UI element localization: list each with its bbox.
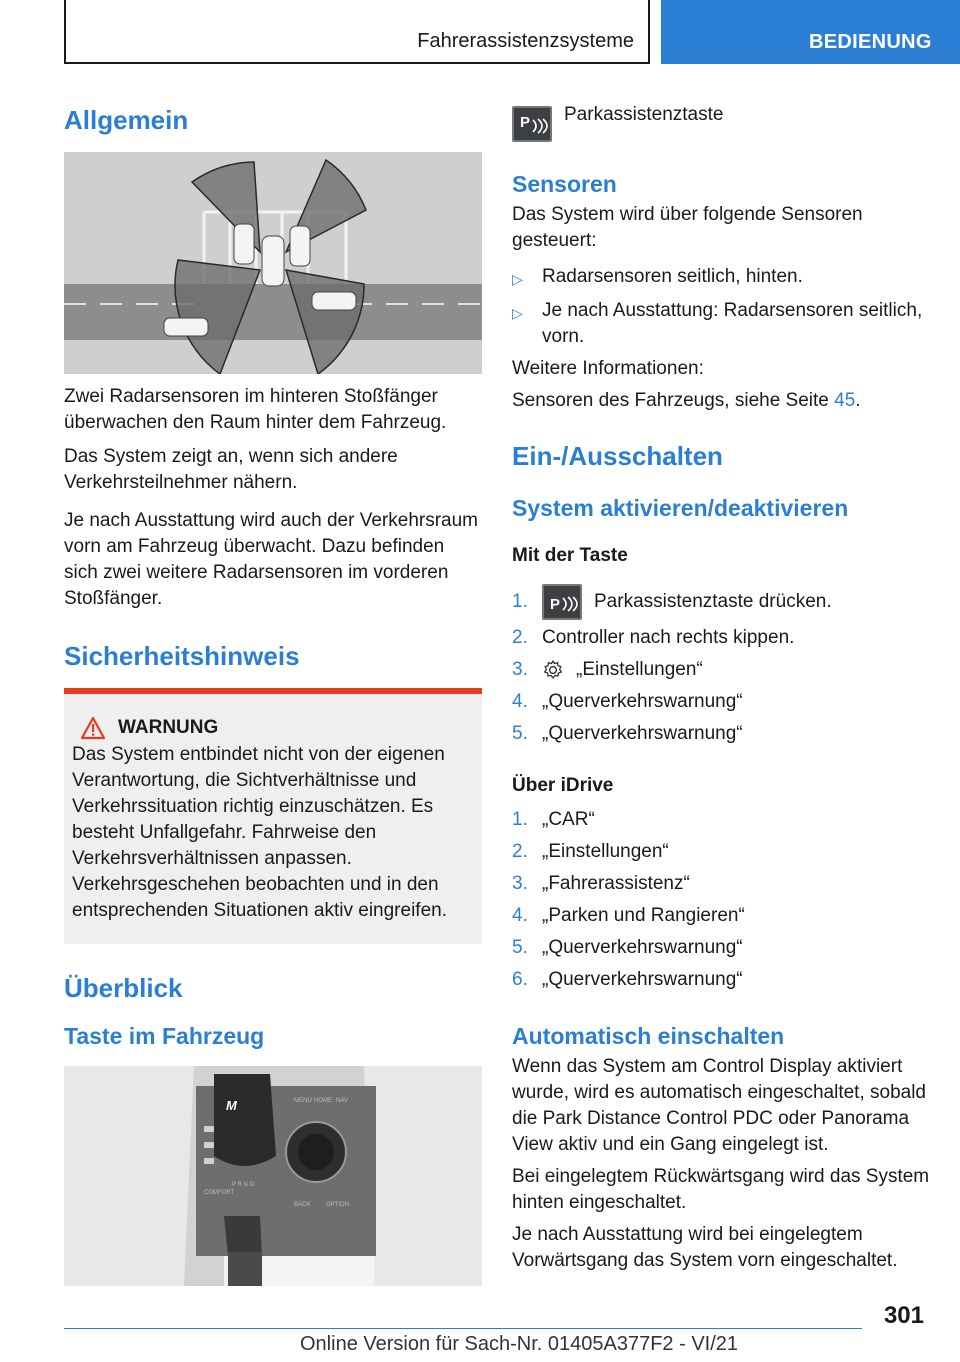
steps-taste-list: [512, 582, 932, 750]
weitere-informationen: Weitere Informationen:: [512, 358, 704, 379]
list-item: 5. „Querverkehrswarnung“: [512, 937, 743, 958]
footer-rule: [64, 1328, 862, 1329]
left-column: [64, 100, 482, 1286]
heading-sensoren: Sensoren: [512, 171, 617, 197]
console-nav-label: NAV: [336, 1098, 348, 1104]
auto-paragraph-1: Wenn das System am Control Display aktiviert wurde, wird es automatisch eingeschaltet, sobald die Park Distance Control PDC oder Panorama View aktiv und ein Gang eingelegt ist.: [512, 1056, 927, 1155]
auto-paragraph-2: Bei eingelegtem Rückwärtsgang wird das System hinten eingeschaltet.: [512, 1166, 930, 1213]
auto-paragraph-3: Je nach Ausstattung wird bei eingelegtem Vorwärtsgang das System vorn eingeschaltet.: [512, 1224, 898, 1271]
warning-header: [80, 716, 474, 740]
header-chapter-title: BEDIENUNG: [809, 31, 932, 53]
console-home-label: HOME: [314, 1098, 332, 1104]
heading-automatisch-einschalten: Automatisch einschalten: [512, 1023, 785, 1049]
steps-idrive-list: [512, 804, 932, 996]
allgemein-paragraph-2: Das System zeigt an, wenn sich andere Verkehrsteilnehmer nähern.: [64, 446, 398, 493]
list-item: ▷ Radarsensoren seitlich, hinten.: [512, 264, 932, 292]
heading-sicherheitshinweis: Sicherheitshinweis: [64, 641, 300, 671]
page-reference-link[interactable]: 45: [834, 390, 856, 411]
console-logo: M: [226, 1098, 237, 1113]
list-item: ▷ Je nach Ausstattung: Radarsensoren seitlich, vorn.: [512, 298, 932, 350]
sensoren-intro: Das System wird über folgende Sensoren gesteuert:: [512, 204, 863, 251]
console-back-label: BACK: [294, 1202, 311, 1208]
gear-settings-icon: [542, 659, 564, 681]
allgemein-paragraph-3: Je nach Ausstattung wird auch der Verkehrsraum vorn am Fahrzeug überwacht. Dazu befinden sich zwei weitere Radarsensoren im vorderen Stoßfänger.: [64, 510, 479, 609]
list-item: 4. „Parken und Rangieren“: [512, 905, 745, 926]
warning-triangle-icon: [80, 716, 106, 740]
radar-coverage-figure: [64, 152, 482, 374]
sensor-list: [512, 264, 932, 350]
heading-ueberblick: Überblick: [64, 973, 183, 1003]
header-section-title: Fahrerassistenzsysteme: [417, 30, 634, 52]
heading-ein-ausschalten: Ein-/Ausschalten: [512, 441, 723, 471]
console-option-label: OPTION: [326, 1202, 350, 1208]
parking-button-label: Parkassistenztaste: [564, 104, 724, 125]
allgemein-paragraph-1: Zwei Radarsensoren im hinteren Stoßfänger überwachen den Raum hinter dem Fahrzeug.: [64, 386, 447, 433]
list-item: 4. „Querverkehrswarnung“: [512, 691, 743, 712]
parking-button-legend: [512, 106, 932, 142]
header-section-box: [64, 0, 650, 64]
list-item: 1. „CAR“: [512, 809, 595, 830]
center-console-figure: [64, 1066, 482, 1286]
warning-title: WARNUNG: [118, 717, 219, 738]
page-number: 301: [883, 1302, 924, 1329]
list-item: 2. Controller nach rechts kippen.: [512, 627, 795, 648]
header-chapter-tab[interactable]: [661, 0, 960, 64]
list-item: 2. „Einstellungen“: [512, 841, 669, 862]
console-menu-label: MENU: [294, 1098, 312, 1104]
console-comfort-label: COMFORT: [204, 1190, 235, 1196]
warning-box: [64, 688, 482, 944]
heading-ueber-idrive: Über iDrive: [512, 775, 614, 796]
list-item: 6. „Querverkehrswarnung“: [512, 969, 743, 990]
triangle-bullet-icon: ▷: [512, 305, 523, 321]
heading-allgemein: Allgemein: [64, 105, 189, 135]
right-column: [512, 100, 932, 1274]
heading-mit-der-taste: Mit der Taste: [512, 545, 628, 566]
parking-assist-icon: P: [512, 106, 552, 142]
footer-text: Online Version für Sach-Nr. 01405A377F2 - VI/21: [300, 1333, 739, 1355]
list-item: 3. „Einstellungen“: [512, 659, 703, 680]
heading-system-aktivieren: System aktivieren/deaktivieren: [512, 495, 849, 521]
triangle-bullet-icon: ▷: [512, 271, 523, 287]
console-gear-label: P R N D: [232, 1182, 254, 1188]
sensor-reference: Sensoren des Fahrzeugs, siehe Seite 45.: [512, 390, 861, 411]
list-item: 3. „Fahrerassistenz“: [512, 873, 690, 894]
parking-assist-icon: P: [542, 584, 582, 620]
list-item: 1. P Parkassistenztaste drücken.: [512, 582, 932, 622]
warning-text: Das System entbindet nicht von der eigenen Verantwortung, die Sichtverhältnisse und Verkehrssituation richtig einzuschätzen. Es besteht Unfallgefahr. Fahrweise den Verkehrsverhältnissen anpassen. Verkehrsgeschehen beobachten und in den entsprechenden Situationen aktiv eingreifen.: [72, 744, 447, 921]
list-item: 5. „Querverkehrswarnung“: [512, 723, 743, 744]
heading-taste-im-fahrzeug: Taste im Fahrzeug: [64, 1023, 265, 1049]
